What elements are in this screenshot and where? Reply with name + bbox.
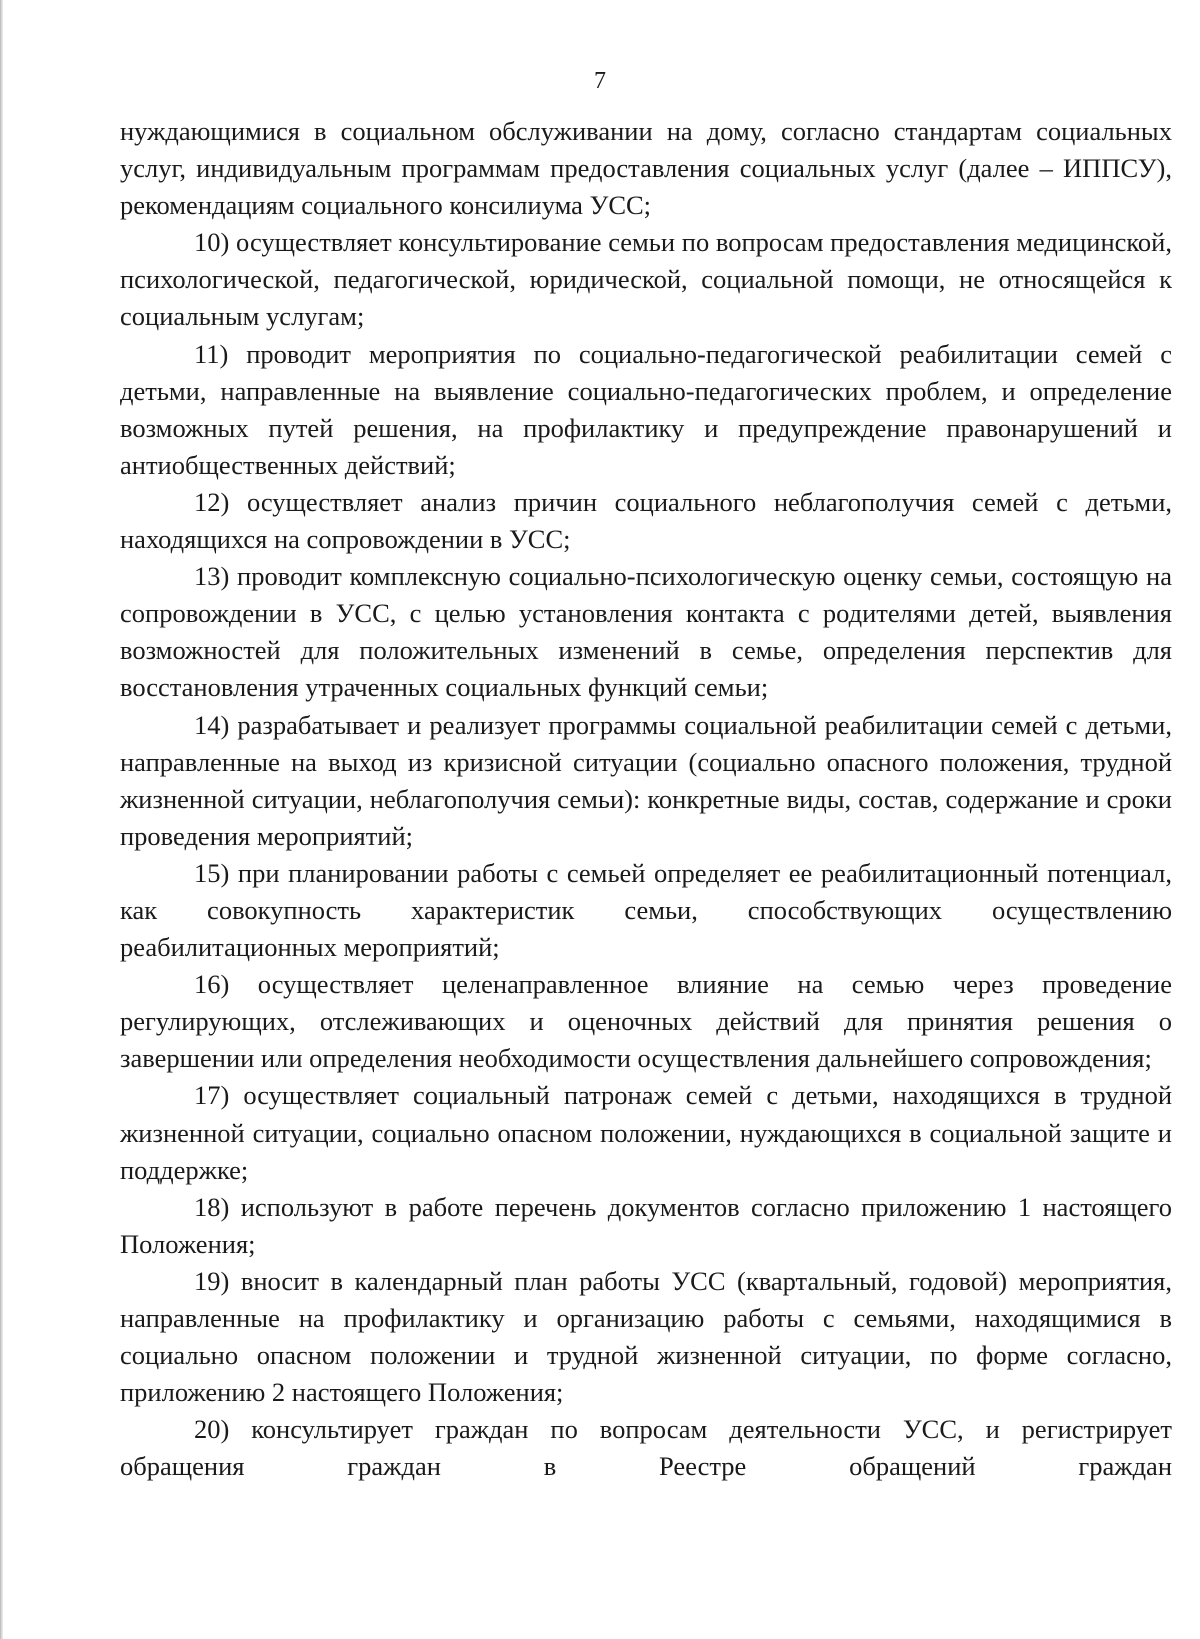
paragraph-item-17: 17) осуществляет социальный патронаж семей с детьми, находящихся в трудной жизненной ситуации, социально опасном положении, нуждающихся в социальной защите и поддержке;	[120, 1080, 1172, 1185]
paragraph-item-18: 18) используют в работе перечень документов согласно приложению 1 настоящего Положения;	[120, 1191, 1172, 1259]
paragraph-item-12: 12) осуществляет анализ причин социального неблагополучия семей с детьми, находящихся на сопровождении в УСС;	[120, 486, 1172, 555]
document-body	[120, 113, 1172, 1485]
paragraph-item-10: 10) осуществляет консультирование семьи по вопросам предоставления медицинской, психологической, педагогической, юридической, социальной помощи, не относящейся к социальным услугам;	[120, 227, 1172, 332]
paragraph-continuation: нуждающимися в социальном обслуживании на дому, согласно стандартам социальных услуг, индивидуальным программам предоставления социальных услуг (далее – ИППСУ), рекомендациям социального консилиума УСС;	[120, 116, 1172, 221]
paragraph-item-19: 19) вносит в календарный план работы УСС (квартальный, годовой) мероприятия, направленные на профилактику и организацию работы с семьями, находящимися в социально опасном положении и трудной жизненной ситуации, по форме согласно, приложению 2 настоящего Положения;	[120, 1265, 1172, 1408]
paragraph-item-11: 11) проводит мероприятия по социально-педагогической реабилитации семей с детьми, направленные на выявление социально-педагогических проблем, и определение возможных путей решения, на профилактику и предупреждение правонарушений и антиобщественных действий;	[120, 338, 1172, 480]
scan-edge	[0, 0, 3, 1639]
paragraph-item-20: 20) консультирует граждан по вопросам деятельности УСС, и регистрирует обращения граждан в Реестре обращений граждан	[120, 1414, 1172, 1482]
paragraph-item-14: 14) разрабатывает и реализует программы социальной реабилитации семей с детьми, направленные на выход из кризисной ситуации (социально опасного положения, трудной жизненной ситуации, неблагополучия семьи): конкретные виды, состав, содержание и сроки проведения мероприятий;	[120, 709, 1172, 851]
paragraph-item-15: 15) при планировании работы с семьей определяет ее реабилитационный потенциал, как совокупность характеристик семьи, способствующих осуществлению реабилитационных мероприятий;	[120, 857, 1172, 963]
paragraph-item-13: 13) проводит комплексную социально-психологическую оценку семьи, состоящую на сопровождении в УСС, с целью установления контакта с родителями детей, выявления возможностей для положительных изменений в семье, определения перспектив для восстановления утраченных социальных функций семьи;	[120, 561, 1172, 703]
paragraph-item-16: 16) осуществляет целенаправленное влияние на семью через проведение регулирующих, отслеживающих и оценочных действий для принятия решения о завершении или определения необходимости осуществления дальнейшего сопровождения;	[120, 969, 1172, 1074]
page-number: 7	[594, 68, 606, 94]
